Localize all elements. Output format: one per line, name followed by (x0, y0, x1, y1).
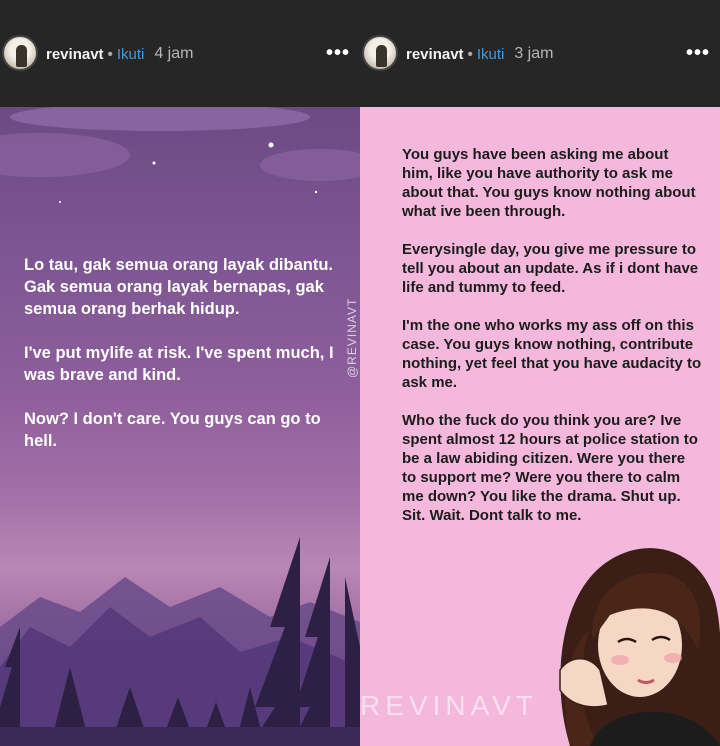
story-header (360, 0, 720, 107)
story-panel-right[interactable] (360, 0, 720, 746)
story-meta (406, 44, 553, 64)
watermark: REVINAVT (360, 690, 538, 721)
story-paragraph: Lo tau, gak semua orang layak dibantu. Gak semua orang layak bernapas, gak semua orang berhak hidup. (24, 256, 333, 318)
timestamp: 3 jam (514, 45, 554, 62)
more-horizontal-icon[interactable]: ••• (685, 42, 710, 64)
story-header (0, 0, 360, 107)
story-paragraph: Everysingle day, you give me pressure to tell you about an update. As if i dont have life and tummy to feed. (402, 241, 699, 296)
username[interactable]: revinavt (406, 45, 464, 63)
avatar[interactable] (2, 35, 38, 71)
story-paragraph: You guys have been asking me about him, like you have authority to ask me about that. You guys know nothing about what ive been through. (402, 146, 696, 220)
separator-dot: • (467, 45, 473, 63)
separator-dot: • (107, 45, 113, 63)
more-horizontal-icon[interactable]: ••• (325, 42, 350, 64)
follow-button[interactable]: Ikuti (116, 45, 145, 63)
girl-illustration (530, 530, 720, 746)
story-paragraph: Now? I don't care. You guys can go to hell. (24, 410, 321, 450)
story-text (402, 145, 702, 544)
story-paragraph: I'm the one who works my ass off on this case. You guys know nothing, contribute nothing, yet feel that you have audacity to ask me. (402, 317, 702, 391)
avatar[interactable] (362, 35, 398, 71)
username[interactable]: revinavt (46, 45, 104, 63)
watermark: @REVINAVT (345, 297, 359, 379)
story-meta (46, 44, 193, 64)
timestamp: 4 jam (154, 45, 194, 62)
story-paragraph: I've put mylife at risk. I've spent much, I was brave and kind. (24, 344, 334, 384)
story-text (24, 254, 354, 474)
story-paragraph: Who the fuck do you think you are? Ive spent almost 12 hours at police station to be a law abiding citizen. Were you there to support me? Were you there to calm me down? You like the drama. Shut up. Sit. Wait. Dont talk to me. (402, 412, 698, 524)
follow-button[interactable]: Ikuti (476, 45, 505, 63)
